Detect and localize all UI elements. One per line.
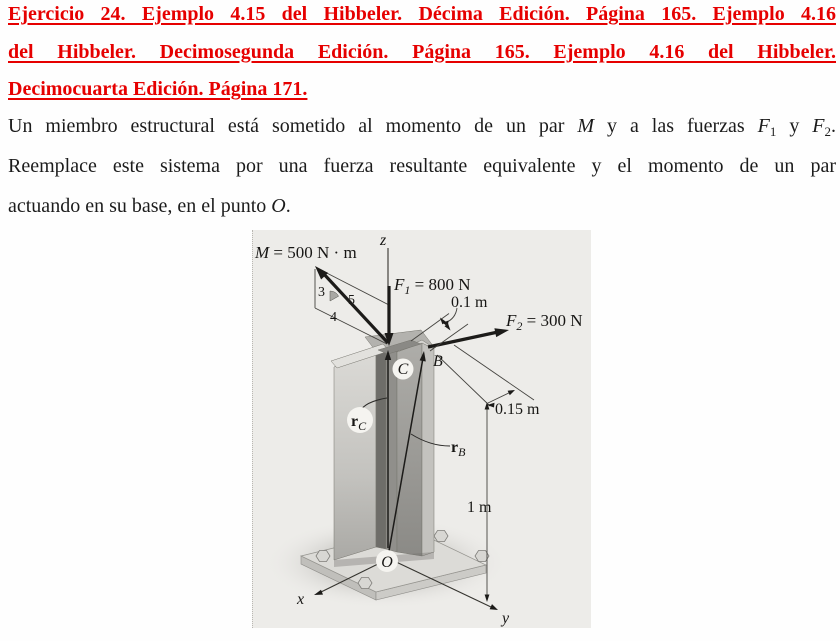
right-flange-edge (422, 343, 434, 556)
triangle-4: 4 (330, 310, 337, 325)
dim-0-15m-label: 0.15 m (495, 401, 540, 418)
title-line: Ejercicio 24. Ejemplo 4.15 del Hibbeler. Décima Edición. Página 165. Ejemplo 4.16 (8, 3, 836, 25)
f1-label: $F_1 = 800$ N (394, 275, 471, 297)
var-M: M (577, 115, 595, 137)
statement-line (8, 106, 836, 146)
bolt (358, 578, 372, 589)
y-axis-label: y (502, 610, 510, 627)
triangle-5: 5 (348, 293, 355, 308)
statement-text: Reemplace este sistema por una fuerza resultante equivalente y el momento de un par (8, 155, 836, 177)
x-axis-label: x (297, 591, 305, 608)
exercise-title (8, 0, 836, 109)
statement-text: . (831, 115, 837, 137)
problem-statement (8, 106, 836, 226)
point-O-label: O (381, 554, 393, 571)
point-C-label: C (397, 361, 409, 378)
var-O: O (271, 195, 286, 217)
statement-line (8, 186, 836, 226)
column-3d (331, 330, 434, 567)
web-edge (376, 349, 386, 549)
hibbeler-figure (252, 230, 591, 628)
statement-text: y a las fuerzas (594, 115, 758, 137)
z-axis-label: z (380, 232, 387, 249)
point-B-label: B (433, 353, 443, 370)
triangle-3: 3 (318, 285, 325, 300)
dim-1m-label: 1 m (467, 499, 492, 516)
var-F: F (812, 115, 825, 137)
column-diagram (253, 230, 591, 628)
left-flange-face (334, 352, 376, 560)
angle-wedge (330, 291, 339, 301)
statement-text: y (776, 115, 813, 137)
bolt (434, 531, 448, 542)
rc-label: $r_C$ (351, 413, 367, 433)
title-line: Decimocuarta Edición. Página 171. (8, 78, 308, 101)
statement-text: Un miembro estructural está sometido al momento de un par (8, 115, 578, 137)
statement-text: . (285, 195, 291, 217)
moment-arrow (315, 266, 388, 343)
dim-0-1m-label: 0.1 m (451, 294, 488, 311)
moment-label: M = 500 N · m (255, 243, 357, 262)
statement-line (8, 146, 836, 186)
var-F: F (757, 115, 770, 137)
rb-label: $r_B$ (451, 439, 466, 459)
title-line: del Hibbeler. Decimosegunda Edición. Página 165. Ejemplo 4.16 del Hibbeler. (8, 40, 836, 63)
bolt (316, 551, 330, 562)
f2-label: $F_2 = 300$ N (506, 311, 583, 333)
dim-0-15m (437, 345, 534, 408)
statement-text: actuando en su base, en el punto (8, 195, 272, 217)
var-F1-sub: 1 (769, 124, 777, 139)
var-F2-sub: 2 (824, 124, 832, 139)
